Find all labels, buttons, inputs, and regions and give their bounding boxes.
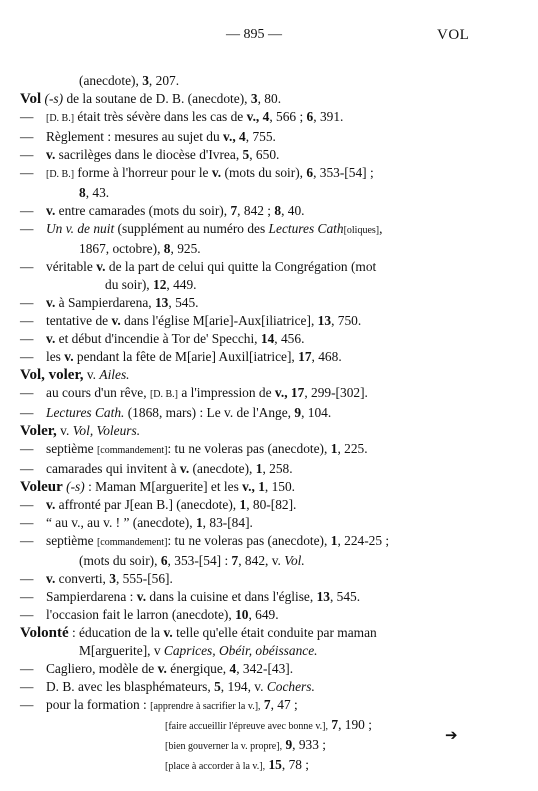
headword: Vol <box>20 91 42 107</box>
index-line: — camarades qui invitent à v. (anecdote), 1, 258. <box>20 461 293 476</box>
index-line: — Sampierdarena : v. dans la cuisine et dans l'église, 13, 545. <box>20 589 361 604</box>
index-line-cont: 1867, octobre), 8, 925. <box>79 241 201 256</box>
index-line: — les v. pendant la fête de M[arie] Auxil[iatrice], 17, 468. <box>20 349 342 364</box>
index-line: — [D. B.] forme à l'horreur pour le v. (mots du soir), 6, 353-[54] ; <box>20 165 374 180</box>
headword: Voler, <box>20 423 57 439</box>
headword: Volonté <box>20 625 69 641</box>
index-line: — Lectures Cath. (1868, mars) : Le v. de l'Ange, 9, 104. <box>20 405 332 420</box>
index-line: — Règlement : mesures au sujet du v., 4, 755. <box>20 129 276 144</box>
index-line: — v. converti, 3, 555-[56]. <box>20 571 173 586</box>
index-headword-line: Vol (-s) de la soutane de D. B. (anecdote), 3, 80. <box>20 91 282 107</box>
index-headword-line: Voler, v. Vol, Voleurs. <box>20 423 141 439</box>
page-header <box>0 26 538 46</box>
index-line-cont: du soir), 12, 449. <box>105 277 197 292</box>
index-line: (anecdote), 3, 207. <box>79 73 180 88</box>
index-line: — septième [commandement]: tu ne voleras pas (anecdote), 1, 225. <box>20 441 368 456</box>
index-line-cont: (mots du soir), 6, 353-[54] : 7, 842, v. Vol. <box>79 553 305 568</box>
index-line: — v. affronté par J[ean B.] (anecdote), 1, 80-[82]. <box>20 497 297 512</box>
index-line: — v. sacrilèges dans le diocèse d'Ivrea, 5, 650. <box>20 147 280 162</box>
index-line-cont: 8, 43. <box>79 185 110 200</box>
index-line: — pour la formation : [apprendre à sacrifier la v.], 7, 47 ; <box>20 697 298 712</box>
index-line: — véritable v. de la part de celui qui quitte la Congrégation (mot <box>20 259 377 274</box>
index-line: — Cagliero, modèle de v. énergique, 4, 342-[43]. <box>20 661 294 676</box>
index-headword-line: Vol, voler, v. Ailes. <box>20 367 130 383</box>
index-headword-line: Volonté : éducation de la v. telle qu'elle était conduite par maman <box>20 625 377 641</box>
index-headword-line: Voleur (-s) : Maman M[arguerite] et les v., 1, 150. <box>20 479 296 495</box>
index-line: — [D. B.] était très sévère dans les cas de v., 4, 566 ; 6, 391. <box>20 109 344 124</box>
index-line-cont: M[arguerite], v Caprices, Obéir, obéissance. <box>79 643 318 658</box>
index-line: — “ au v., au v. ! ” (anecdote), 1, 83-[84]. <box>20 515 253 530</box>
headword: Vol, voler, <box>20 367 84 383</box>
page-number: — 895 — <box>226 27 282 42</box>
index-line-cont: [faire accueillir l'épreuve avec bonne v.], 7, 190 ; <box>165 717 372 732</box>
index-body <box>20 72 470 776</box>
index-line: — septième [commandement]: tu ne voleras pas (anecdote), 1, 224-25 ; <box>20 533 390 548</box>
index-line: — Un v. de nuit (supplément au numéro des Lectures Cath[oliques], <box>20 221 383 236</box>
headword: Voleur <box>20 479 63 495</box>
continue-arrow-icon: ➔ <box>445 728 458 744</box>
index-line: — tentative de v. dans l'église M[arie]-Aux[iliatrice], 13, 750. <box>20 313 362 328</box>
index-line: — au cours d'un rêve, [D. B.] a l'impression de v., 17, 299-[302]. <box>20 385 368 400</box>
index-line-cont: [place à accorder à la v.], 15, 78 ; <box>165 757 310 772</box>
index-line: — v. à Sampierdarena, 13, 545. <box>20 295 199 310</box>
index-line: — D. B. avec les blasphémateurs, 5, 194, v. Cochers. <box>20 679 315 694</box>
index-line-cont: [bien gouverner la v. propre], 9, 933 ; <box>165 737 327 752</box>
index-line: — l'occasion fait le larron (anecdote), 10, 649. <box>20 607 279 622</box>
running-head: VOL <box>437 27 470 43</box>
index-line: — v. entre camarades (mots du soir), 7, 842 ; 8, 40. <box>20 203 305 218</box>
index-line: — v. et début d'incendie à Tor de' Specchi, 14, 456. <box>20 331 305 346</box>
